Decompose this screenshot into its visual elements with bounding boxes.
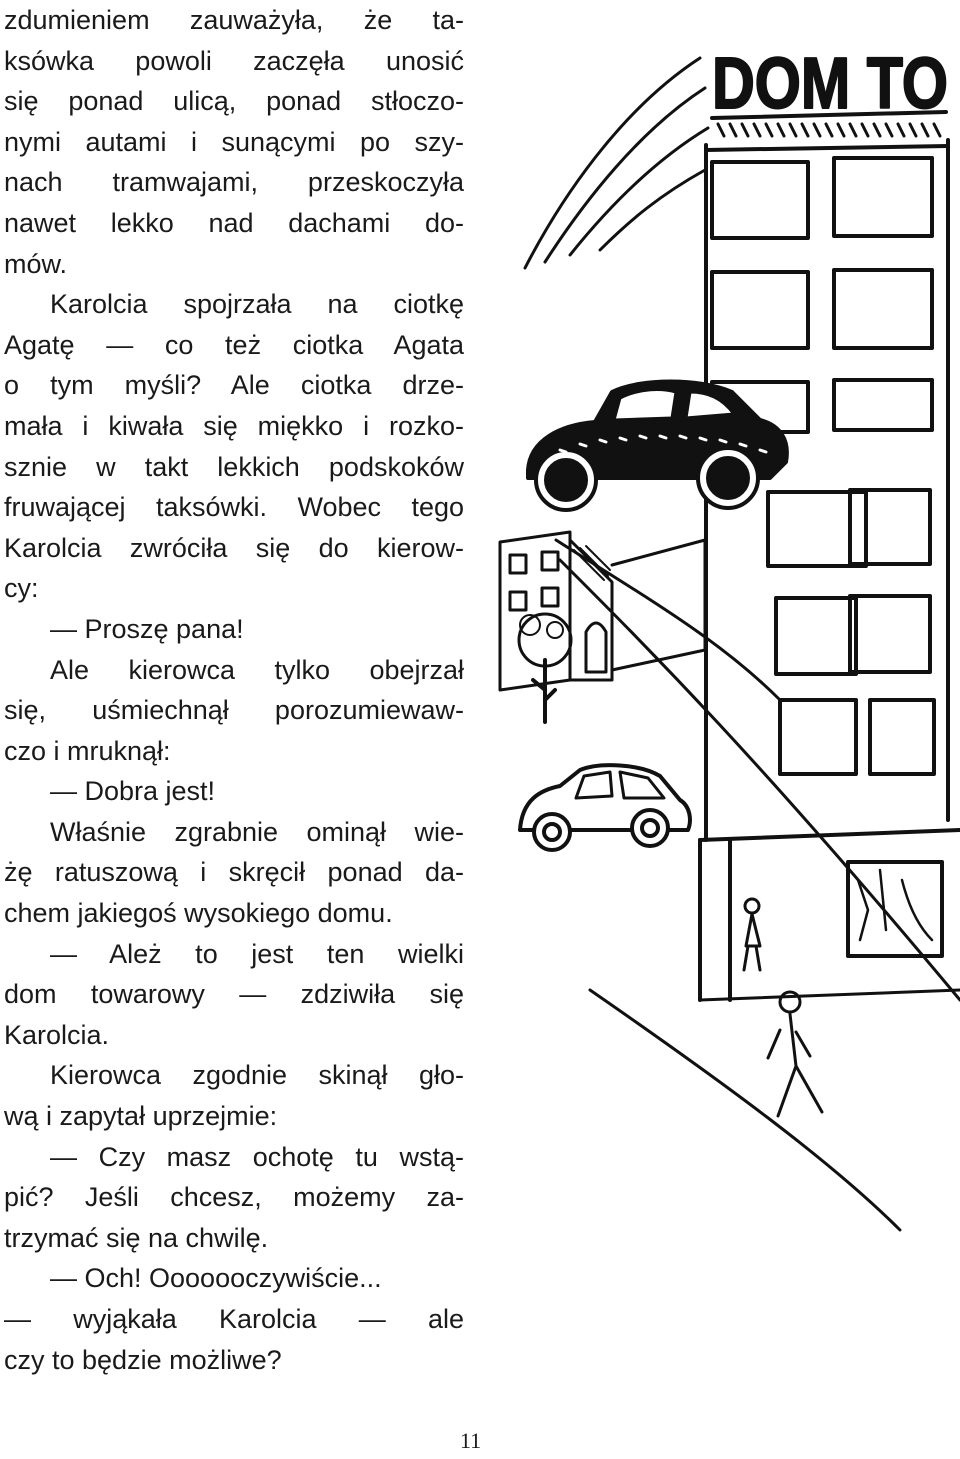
text-line: o tym myśli? Ale ciotka drze- (4, 370, 464, 401)
text-line: Agatę — co też ciotka Agata (4, 329, 464, 360)
text-line: cy: (4, 573, 39, 604)
text-line: fruwającej taksówki. Wobec tego (4, 492, 464, 523)
text-line: nawet lekko nad dachami do- (4, 207, 464, 238)
text-line: Właśnie zgrabnie ominął wie- (50, 816, 464, 847)
text-line: się ponad ulicą, ponad stłoczo- (4, 86, 464, 117)
text-line: — Dobra jest! (50, 776, 216, 807)
text-line: chem jakiegoś wysokiego domu. (4, 898, 393, 929)
text-line: mów. (4, 248, 68, 279)
text-line: — Czy masz ochotę tu wstą- (50, 1141, 464, 1172)
store-sign-text: DOM TO (712, 44, 948, 124)
tall-building (700, 140, 960, 1000)
text-line: mała i kiwała się miękko i rozko- (4, 410, 464, 441)
text-line: Karolcia spojrzała na ciotkę (50, 289, 464, 320)
text-line: nach tramwajami, przeskoczyła (4, 167, 464, 198)
text-line: — wyjąkała Karolcia — ale (4, 1304, 464, 1334)
text-line: pić? Jeśli chcesz, możemy za- (4, 1182, 464, 1213)
text-line: Karolcia zwróciła się do kierow- (4, 532, 464, 563)
text-line: czo i mruknął: (4, 735, 171, 766)
pedestrian-woman (744, 899, 760, 970)
text-line: czy to będzie możliwe? (4, 1344, 282, 1375)
text-line: ksówka powoli zaczęła unosić (4, 45, 464, 76)
page-number: 11 (460, 1428, 482, 1453)
text-line: Kierowca zgodnie skinął gło- (50, 1060, 464, 1091)
text-line: Karolcia. (4, 1019, 110, 1050)
background-buildings (500, 532, 705, 690)
text-line: Ale kierowca tylko obejrzał (50, 654, 464, 685)
text-line: wą i zapytał uprzejmie: (4, 1101, 278, 1132)
text-line: trzymać się na chwilę. (4, 1222, 269, 1253)
street (560, 560, 960, 1230)
story-text (4, 0, 464, 1380)
ground-car (520, 765, 690, 850)
text-line: się, uśmiechnął porozumiewaw- (4, 695, 464, 726)
text-line: — Och! Ooooooczywiście... (50, 1263, 382, 1294)
pedestrian-man (768, 992, 822, 1116)
store-sign (712, 44, 948, 136)
flying-taxi (528, 382, 787, 511)
illustration-department-store (470, 0, 960, 1400)
text-line: dom towarowy — zdziwiła się (4, 979, 464, 1010)
text-line: nymi autami i sunącymi po szy- (4, 126, 464, 157)
motion-lines (525, 58, 780, 700)
text-line: — Ależ to jest ten wielki (50, 938, 464, 969)
text-line: żę ratuszową i skręcił ponad da- (4, 857, 464, 888)
text-line: sznie w takt lekkich podskoków (4, 451, 464, 482)
tree (519, 614, 571, 722)
text-line: — Proszę pana! (50, 613, 244, 644)
text-line: zdumieniem zauważyła, że ta- (4, 5, 464, 35)
